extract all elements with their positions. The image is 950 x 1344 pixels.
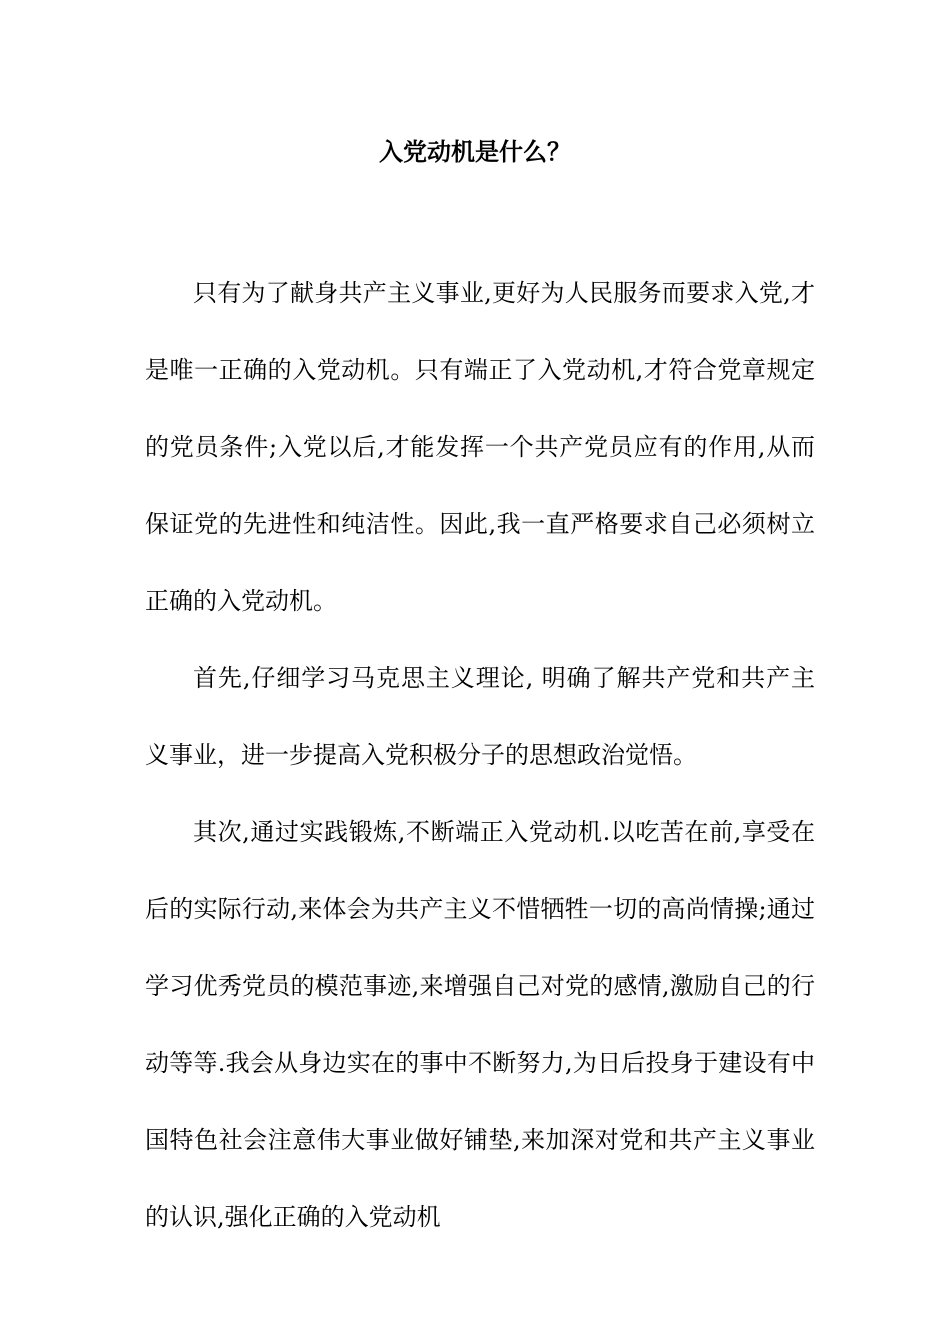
- document-title: 入党动机是什么？: [379, 138, 571, 166]
- paragraph-second: 其次,通过实践锻炼,不断端正入党动机.以吃苦在前,享受在后的实际行动,来体会为共产主义不惜牺牲一切的高尚情操;通过学习优秀党员的模范事迹,来增强自己对党的感情,激励自己的行动等等.我会从身边实在的事中不断努力,为日后投身于建设有中国特色社会注意伟大事业做好铺垫,来加深对党和共产主义事业的认识,强化正确的入党动机: [145, 818, 815, 1231]
- paragraph-motivation: 只有为了献身共产主义事业,更好为人民服务而要求入党,才是唯一正确的入党动机。只有端正了入党动机,才符合党章规定的党员条件;入党以后,才能发挥一个共产党员应有的作用,从而保证党的先进性和纯洁性。因此,我一直严格要求自己必须树立正确的入党动机。: [145, 279, 815, 615]
- document-body: [145, 255, 815, 1256]
- paragraph-first: 首先,仔细学习马克思主义理论, 明确了解共产党和共产主义事业，进一步提高入党积极分子的思想政治觉悟。: [145, 664, 815, 769]
